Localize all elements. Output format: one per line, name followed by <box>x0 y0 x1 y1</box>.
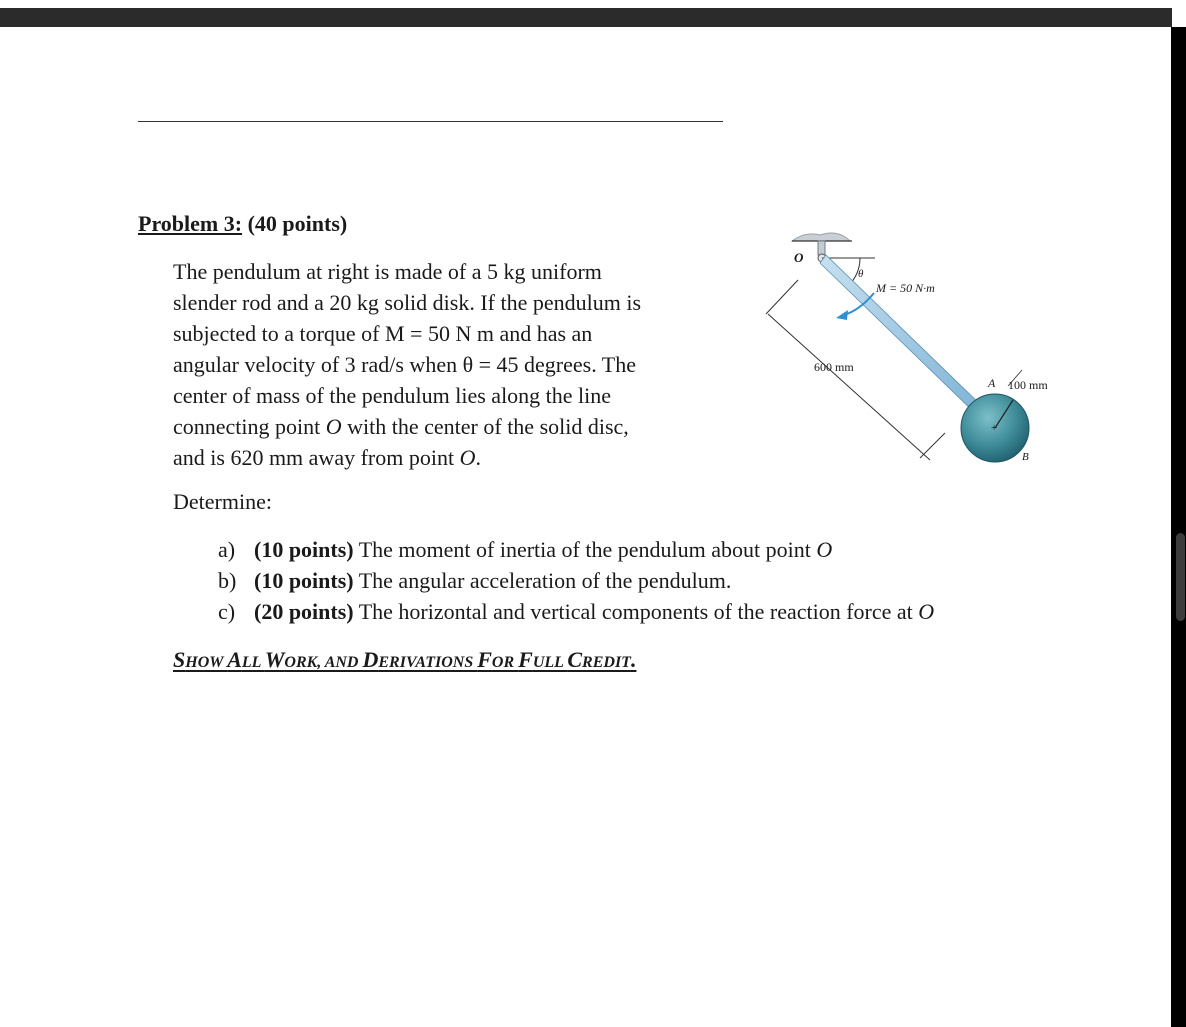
label-moment: M = 50 N·m <box>876 281 935 295</box>
window-title-bar <box>0 8 1172 27</box>
label-B: B <box>1022 451 1029 463</box>
task-item: b) (10 points) The angular acceleration of the pendulum. <box>218 568 732 593</box>
problem-description <box>173 256 733 473</box>
label-600mm: 600 mm <box>814 360 854 374</box>
task-item: a) (10 points) The moment of inertia of the pendulum about point O <box>218 537 833 562</box>
slender-rod <box>820 255 984 416</box>
description-line: angular velocity of 3 rad/s when θ = 45 degrees. The <box>173 352 637 377</box>
problem-points: (40 points) <box>247 211 348 236</box>
description-line: center of mass of the pendulum lies along the line <box>173 383 612 408</box>
moment-arrowhead <box>836 310 848 320</box>
description-line: slender rod and a 20 kg solid disk. If the pendulum is <box>173 290 642 315</box>
right-edge-bar <box>1171 27 1186 1027</box>
description-line: subjected to a torque of M = 50 N m and has an <box>173 321 593 346</box>
problem-number: Problem 3: <box>138 211 243 236</box>
task-item: c) (20 points) The horizontal and vertical components of the reaction force at O <box>218 599 935 624</box>
description-line: The pendulum at right is made of a 5 kg uniform <box>173 259 602 284</box>
label-100mm: 100 mm <box>1008 378 1048 392</box>
dimension-tick <box>920 433 945 458</box>
pendulum-figure <box>760 220 1060 470</box>
label-A: A <box>988 376 996 390</box>
pivot-bracket <box>818 241 825 255</box>
show-all-work-note: SHOW ALL WORK, AND DERIVATIONS FOR FULL CREDIT. <box>173 647 637 672</box>
top-margin <box>0 0 1186 8</box>
dimension-tick <box>766 280 798 314</box>
description-line: and is 620 mm away from point O. <box>173 445 481 470</box>
pendulum-diagram <box>760 220 1060 470</box>
problem-title <box>138 211 347 237</box>
determine-label: Determine: <box>173 489 272 514</box>
label-O: O <box>794 250 804 265</box>
horizontal-rule <box>138 121 723 122</box>
task-list <box>218 534 934 627</box>
description-line: connecting point O with the center of the solid disc, <box>173 414 629 439</box>
label-theta: θ <box>858 268 864 280</box>
center-mark: + <box>991 422 998 434</box>
ceiling-support <box>792 233 850 241</box>
scrollbar-thumb[interactable] <box>1176 533 1185 621</box>
